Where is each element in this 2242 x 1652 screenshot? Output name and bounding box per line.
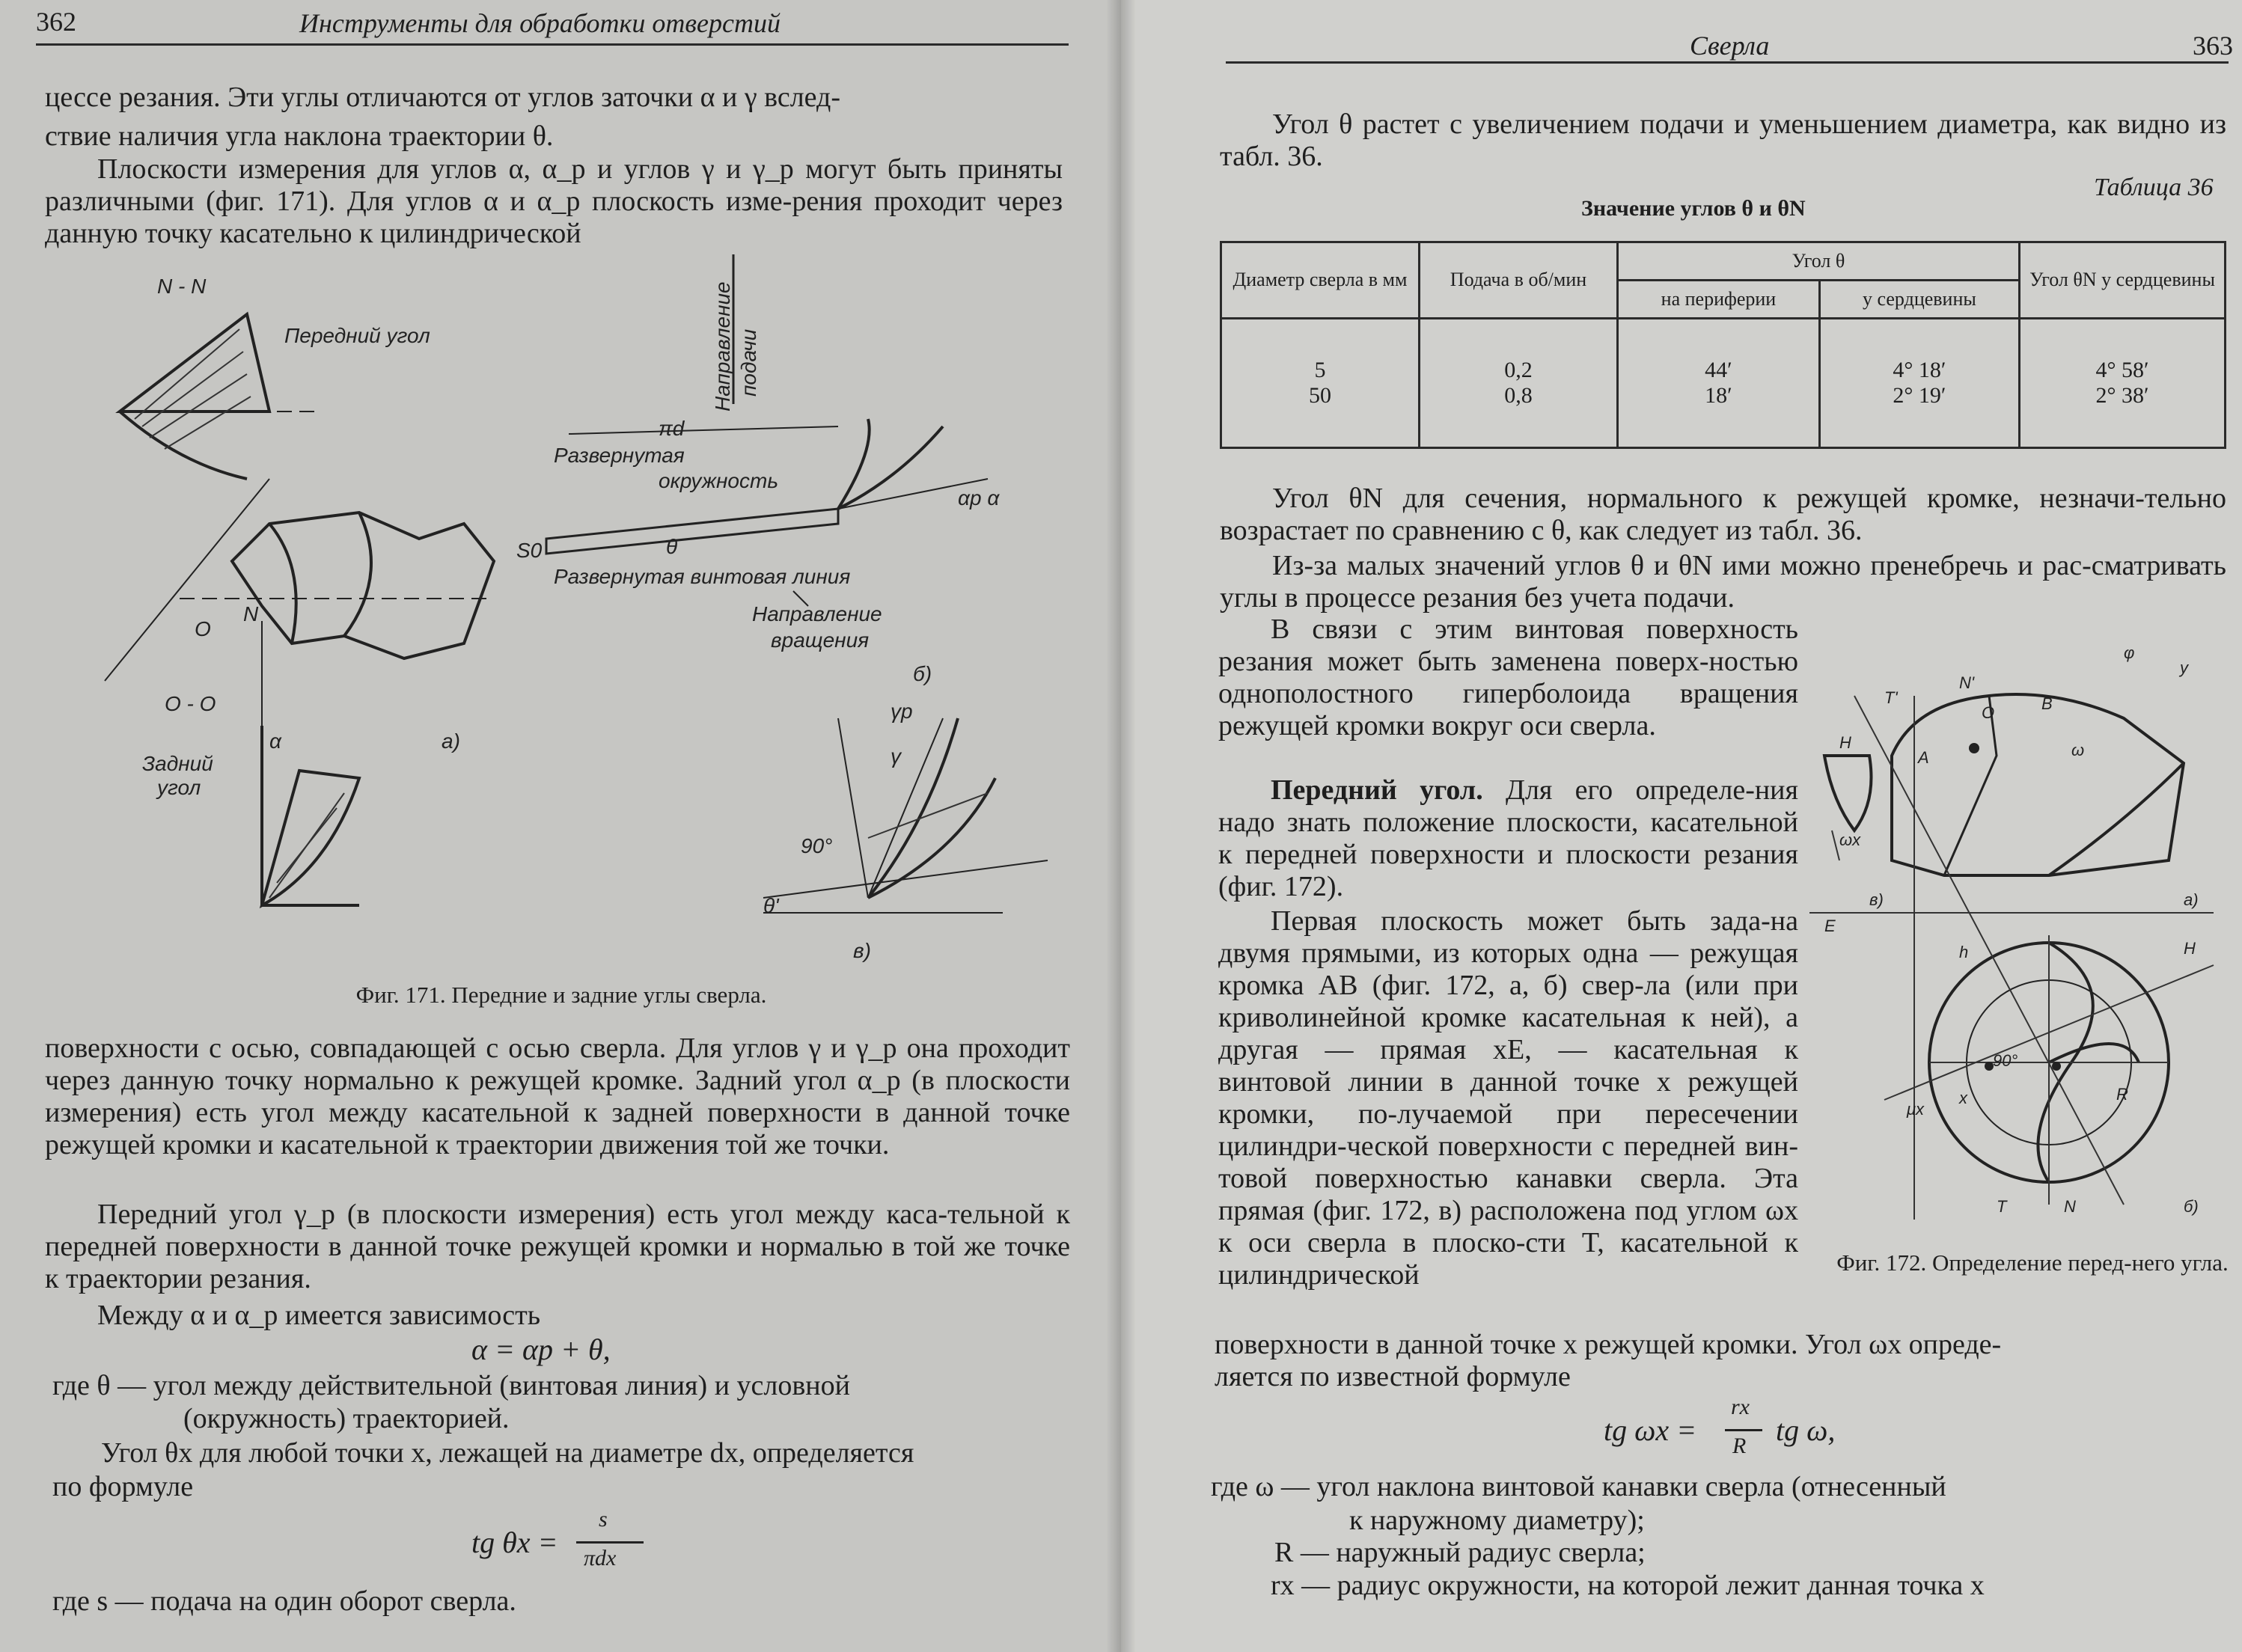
fraction-bar [1725,1429,1762,1431]
fig-label: Задний [142,752,213,775]
fig-label: б) [913,662,932,685]
paragraph: Угол θ растет с увеличением подачи и уменьшением диаметра, как видно из табл. 36. [1220,108,2226,172]
formula-numerator: rx [1731,1395,1750,1419]
fig-label: N [2064,1197,2076,1216]
book-gutter [1106,0,1136,1652]
paragraph: Угол θN для сечения, нормального к режущей кромке, незначи-тельно возрастает по сравнению с θ, как следует из табл. 36. [1220,483,2226,546]
table-cell [1819,318,2019,447]
cell-value: 2° 38′ [2095,382,2149,408]
fig-label: R [2116,1085,2128,1104]
fig-label: a) [442,729,460,753]
paragraph: Передний угол γ_p (в плоскости измерения) есть угол между каса-тельной к передней поверхности в данной точке режущей кромки и нормалью в той же точке к траектории резания. [45,1199,1070,1294]
fig-label: T' [1884,688,1898,707]
right-page [1121,0,2242,1652]
table-title: Значение углов θ и θN [1581,196,1806,221]
fig-label: ωx [1839,830,1861,849]
fig-label: x [1959,1089,1967,1107]
text-line: ляется по известной формуле [1215,1361,1571,1392]
fig-label: T [1997,1197,2007,1216]
fig-label: E [1824,917,1836,935]
page-number: 362 [36,7,76,37]
fig-label: вращения [771,628,870,652]
fig-label: Направление [711,281,734,412]
formula-omega-x [1604,1395,1903,1480]
fig-label: A [1918,748,1929,767]
table-header: Угол θ [1618,242,2020,281]
fig-label: б) [2184,1197,2199,1216]
cell-value: 0,2 [1504,357,1533,382]
fig-label: y [2180,658,2188,677]
text-line: R — наружный радиус сверла; [1274,1537,1646,1568]
text-line: где θ — угол между действительной (винтовая линия) и условной [52,1370,850,1401]
fig-label: N' [1959,673,1975,692]
fig-label: Развернутая [554,444,685,467]
cell-value: 4° 58′ [2095,357,2149,382]
paragraph: Первая плоскость может быть зада-на двумя прямыми, из которых одна — режущая кромка AB (фиг. 172, а, б) свер-ла (или при криволинейной кромке касательная к ней), а другая — прямая xE, — касательная к винтовой линии в данной точке x режущей кромки, по-лучаемой при пересечении цилиндри-ческой поверхности с передней вин-товой поверхностью канавки сверла. Эта прямая (фиг. 172, в) расположена под углом ωx к оси сверла в плоско-сти T, касательной к цилиндрической [1218,905,1798,1291]
cell-value: 18′ [1705,382,1732,408]
fig-label: αp α [958,486,1000,510]
text-line: Угол θx для любой точки x, лежащей на диаметре dx, определяется [101,1437,914,1469]
figure-caption: Фиг. 171. Передние и задние углы сверла. [355,982,767,1008]
formula-rhs: tg ω, [1776,1413,1836,1447]
table-header: Угол θN у сердцевины [2020,242,2226,319]
table-cell [1420,318,1618,447]
fig-label: O [195,617,211,640]
cell-value: 5 [1314,357,1326,382]
formula-denominator: πdx [584,1546,617,1570]
fig-label: в) [853,939,871,962]
fig-label: S0 [516,539,543,562]
fig-label: 90° [801,834,833,857]
running-head: Сверла [1690,31,1770,61]
fig-label: 90° [1993,1051,2018,1070]
table-cell [2020,318,2226,447]
fig-label: N - N [157,275,207,298]
fraction-bar [576,1541,644,1544]
table-label: Таблица 36 [2094,174,2214,201]
fig-label: Развернутая винтовая линия [554,565,851,588]
fig-label: Направление [752,602,882,625]
table-cell [1221,318,1420,447]
text-line: (окружность) траекторией. [183,1403,510,1434]
formula-lhs: tg θx = [471,1526,558,1559]
cell-value: 44′ [1705,357,1732,382]
run-in-heading: Передний угол. [1271,774,1483,806]
figure-171 [45,254,1078,988]
fig-label: O [1982,703,1995,722]
fig-label: O - O [165,692,216,715]
header-rule [36,43,1069,46]
formula-numerator: s [599,1507,608,1532]
fig-label: H [2184,939,2196,958]
fig-label: θ' [763,894,779,917]
fig-label: Передний угол [284,324,430,347]
text-line: к наружному диаметру); [1349,1505,1645,1536]
text-line: поверхности в данной точке x режущей кромки. Угол ωx опреде- [1215,1329,2002,1360]
table-36 [1220,241,2226,449]
paragraph: В связи с этим винтовая поверхность резания может быть заменена поверх-ностью однополостного гиперболоида вращения режущей кромки вокруг оси сверла. [1218,614,1798,741]
paragraph: Плоскости измерения для углов α, α_p и углов γ и γ_p могут быть приняты различными (фиг. 171). Для углов α и α_p плоскость изме-рения проходит через данную точку касательно к цилиндрической [45,153,1063,249]
fig-label: α [269,729,281,753]
paragraph: Между α и α_p имеется зависимость [97,1300,541,1331]
fig-label: γp [891,700,913,723]
fig-label: угол [157,776,201,799]
table-header: на периферии [1618,280,1820,318]
table-header: Подача в об/мин [1420,242,1618,319]
cell-value: 4° 18′ [1893,357,1946,382]
cell-value: 2° 19′ [1893,382,1946,408]
formula-denominator: R [1732,1434,1747,1458]
fig-label: θ [666,535,678,558]
text-line: цессе резания. Эти углы отличаются от углов заточки α и γ вслед- [45,82,841,113]
fig-label: H [1839,733,1851,752]
fig-label: подачи [737,328,760,397]
formula-lhs: tg ωx = [1604,1413,1697,1447]
formula-alpha: α = αp + θ, [471,1333,611,1366]
paragraph: поверхности с осью, совпадающей с осью сверла. Для углов γ и γ_p она проходит через данную точку нормально к режущей кромке. Задний угол α_p (в плоскости измерения) есть угол между касательной к задней поверхности в данной точке режущей кромки и касательной к траектории движения той же точки. [45,1032,1070,1160]
fig-label: μx [1907,1100,1925,1119]
formula-theta-x [471,1507,696,1579]
fig-label: a) [2184,890,2199,909]
page-number: 363 [2193,31,2233,61]
fig-label: γ [891,744,901,768]
cell-value: 50 [1309,382,1331,408]
text-line: где ω — угол наклона винтовой канавки сверла (отнесенный [1211,1471,1946,1502]
fig-label: φ [2124,643,2135,662]
paragraph [1218,774,1798,903]
table-cell [1618,318,1820,447]
text-line: ствие наличия угла наклона траектории θ. [45,120,554,152]
figure-caption: Фиг. 172. Определение перед-него угла. [1836,1249,2229,1276]
fig-label: B [2041,694,2053,713]
running-head: Инструменты для обработки отверстий [299,8,781,38]
paragraph-text: Для его определе-ния надо знать положение плоскости, касательной к передней поверхности и плоскости резания (фиг. 172). [1218,774,1798,902]
fig-label: окружность [659,469,779,492]
table-header: у сердцевины [1819,280,2019,318]
text-line: где s — подача на один оборот сверла. [52,1585,516,1617]
fig-label: N [243,602,259,625]
fig-label: πd [659,417,685,440]
paragraph: Из-за малых значений углов θ и θN ими можно пренебречь и рас-сматривать углы в процессе резания без учета подачи. [1220,550,2226,614]
cell-value: 0,8 [1504,382,1533,408]
table-header: Диаметр сверла в мм [1221,242,1420,319]
fig-label: ω [2071,741,2085,759]
fig-label: в) [1869,890,1884,909]
header-rule [1226,61,2229,64]
text-line: rx — радиус окружности, на которой лежит данная точка x [1271,1570,1985,1601]
text-line: по формуле [52,1471,194,1502]
fig-label: h [1959,943,1969,961]
figure-172 [1809,636,2229,1235]
